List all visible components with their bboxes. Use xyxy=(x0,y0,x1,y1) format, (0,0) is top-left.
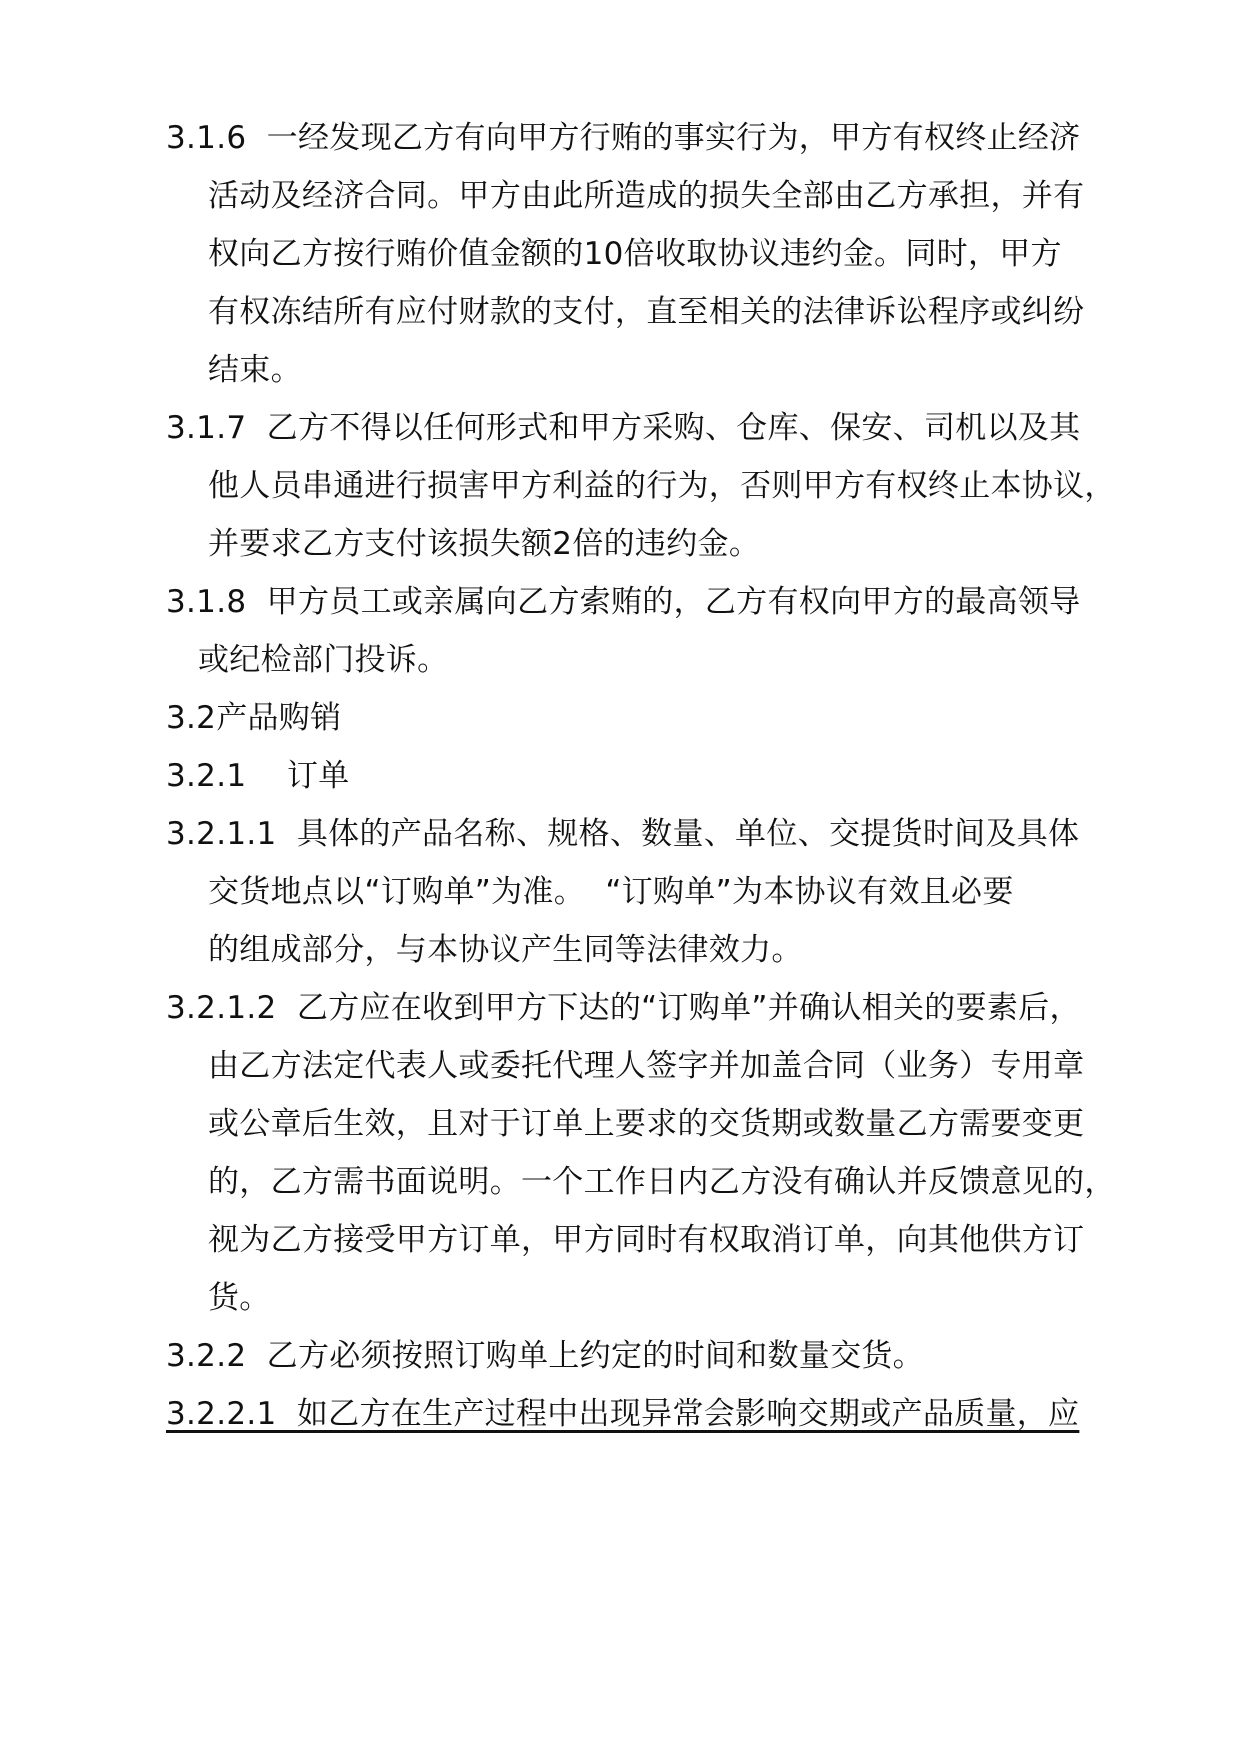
clause-3-1-6-line-3: 权向乙方按行贿价值金额的10倍收取协议违约金。同时，甲方 xyxy=(208,236,1062,272)
clause-3-1-8-line-2: 或纪检部门投诉。 xyxy=(198,642,449,678)
clause-3-1-6-line-5: 结束。 xyxy=(208,352,302,388)
clause-3-1-6-line-4: 有权冻结所有应付财款的支付，直至相关的法律诉讼程序或纠纷 xyxy=(208,294,1085,330)
clause-3-1-7-line-1: 3.1.7 乙方不得以任何形式和甲方采购、仓库、保安、司机以及其 xyxy=(166,410,1081,446)
clause-3-2-1-2-line-5: 视为乙方接受甲方订单，甲方同时有权取消订单，向其他供方订 xyxy=(208,1222,1085,1258)
clause-3-2-1-1-line-2: 交货地点以“订购单”为准。 “订购单”为本协议有效且必要 xyxy=(208,874,1014,910)
clause-3-1-6-line-2: 活动及经济合同。甲方由此所造成的损失全部由乙方承担，并有 xyxy=(208,178,1085,214)
clause-3-2-1-1-line-3: 的组成部分，与本协议产生同等法律效力。 xyxy=(208,932,803,968)
clause-3-2-1-2-line-3: 或公章后生效，且对于订单上要求的交货期或数量乙方需要变更 xyxy=(208,1106,1085,1142)
clause-3-2-2-1-line-1: 3.2.2.1 如乙方在生产过程中出现异常会影响交期或产品质量，应 xyxy=(166,1396,1080,1432)
clause-3-2-2-line-1: 3.2.2 乙方必须按照订购单上约定的时间和数量交货。 xyxy=(166,1338,924,1374)
clause-3-2-1-1-line-1: 3.2.1.1 具体的产品名称、规格、数量、单位、交提货时间及具体 xyxy=(166,816,1080,852)
section-3-2-heading: 3.2产品购销 xyxy=(166,700,342,736)
clause-3-1-8-line-1: 3.1.8 甲方员工或亲属向乙方索贿的，乙方有权向甲方的最高领导 xyxy=(166,584,1081,620)
clause-3-2-1-2-line-4: 的，乙方需书面说明。一个工作日内乙方没有确认并反馈意见的， xyxy=(208,1164,1116,1200)
clause-3-2-1-2-line-1: 3.2.1.2 乙方应在收到甲方下达的“订购单”并确认相关的要素后， xyxy=(166,990,1081,1026)
clause-3-1-6-line-1: 3.1.6 一经发现乙方有向甲方行贿的事实行为，甲方有权终止经济 xyxy=(166,120,1081,156)
clause-3-1-7-line-3: 并要求乙方支付该损失额2倍的违约金。 xyxy=(208,526,761,562)
section-3-2-1-heading: 3.2.1 订单 xyxy=(166,758,350,794)
clause-3-2-1-2-line-6: 货。 xyxy=(208,1280,271,1316)
clause-3-1-7-line-2: 他人员串通进行损害甲方利益的行为，否则甲方有权终止本协议， xyxy=(208,468,1116,504)
clause-3-2-1-2-line-2: 由乙方法定代表人或委托代理人签字并加盖合同（业务）专用章 xyxy=(208,1048,1085,1084)
